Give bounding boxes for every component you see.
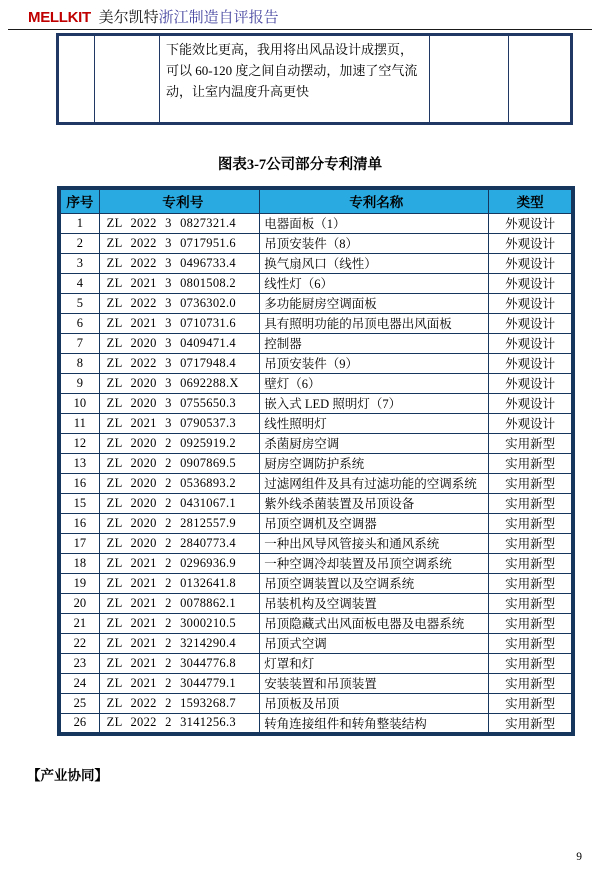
cell-patent-no: ZL 2020 2 0431067.1 [99,493,260,513]
cell-type: 外观设计 [489,313,573,333]
cell-seq: 10 [59,393,99,413]
cell-empty [430,35,509,124]
patent-table-header [59,188,573,213]
cell-seq: 7 [59,333,99,353]
section-heading: 【产业协同】 [27,768,108,783]
col-header-patent-no: 专利号 [99,188,260,213]
page-header [28,6,279,27]
cell-empty [509,35,572,124]
table-row [59,393,573,413]
cell-type: 外观设计 [489,213,573,233]
table-row [59,493,573,513]
table-row [59,433,573,453]
cell-name: 厨房空调防护系统 [260,453,489,473]
cell-type: 外观设计 [489,273,573,293]
table-row [59,273,573,293]
description-line: 可以 60-120 度之间自动摆动，加速了空气流 [166,63,418,78]
cell-patent-no: ZL 2022 3 0496733.4 [99,253,260,273]
cell-type: 外观设计 [489,353,573,373]
cell-patent-no: ZL 2022 3 0717948.4 [99,353,260,373]
cell-type: 外观设计 [489,293,573,313]
cell-patent-no: ZL 2020 2 0536893.2 [99,473,260,493]
cell-seq: 18 [59,553,99,573]
cell-name: 紫外线杀菌装置及吊顶设备 [260,493,489,513]
patent-table-container [57,186,575,736]
cell-seq: 21 [59,613,99,633]
patent-table [57,186,575,736]
cell-type: 实用新型 [489,633,573,653]
table-row [58,35,572,124]
cell-patent-no: ZL 2021 2 0296936.9 [99,553,260,573]
cell-patent-no: ZL 2020 2 2812557.9 [99,513,260,533]
header-rule [8,29,592,30]
table-row [59,533,573,553]
cell-seq: 15 [59,493,99,513]
cell-type: 实用新型 [489,713,573,734]
cell-seq: 16 [59,473,99,493]
cell-seq: 19 [59,573,99,593]
cell-seq: 23 [59,653,99,673]
cell-name: 吊顶安装件（9） [260,353,489,373]
cell-patent-no: ZL 2022 2 1593268.7 [99,693,260,713]
cell-seq: 1 [59,213,99,233]
table-row [59,413,573,433]
cell-patent-no: ZL 2021 3 0801508.2 [99,273,260,293]
cell-name: 吊装机构及空调装置 [260,593,489,613]
cell-seq: 6 [59,313,99,333]
cell-seq: 17 [59,533,99,553]
table-title: 图表3-7公司部分专利清单 [217,157,383,173]
cell-patent-no: ZL 2021 3 0790537.3 [99,413,260,433]
cell-patent-no: ZL 2020 3 0755650.3 [99,393,260,413]
cell-name: 吊顶空调装置以及空调系统 [260,573,489,593]
cell-empty [95,35,160,124]
cell-type: 外观设计 [489,393,573,413]
cell-type: 实用新型 [489,673,573,693]
cell-type: 实用新型 [489,473,573,493]
col-header-name: 专利名称 [260,188,489,213]
cell-patent-no: ZL 2022 3 0827321.4 [99,213,260,233]
cell-name: 控制器 [260,333,489,353]
cell-patent-no: ZL 2021 2 3214290.4 [99,633,260,653]
table-row [59,313,573,333]
cell-seq: 3 [59,253,99,273]
table-row [59,233,573,253]
cell-seq: 12 [59,433,99,453]
cell-seq: 22 [59,633,99,653]
cell-seq: 5 [59,293,99,313]
table-row [59,293,573,313]
col-header-type: 类型 [489,188,573,213]
cell-type: 实用新型 [489,433,573,453]
cell-seq: 8 [59,353,99,373]
cell-name: 安装装置和吊顶装置 [260,673,489,693]
cell-type: 实用新型 [489,533,573,553]
cell-type: 实用新型 [489,613,573,633]
cell-patent-no: ZL 2022 3 0736302.0 [99,293,260,313]
cell-name: 换气扇风口（线性） [260,253,489,273]
cell-seq: 13 [59,453,99,473]
cell-type: 外观设计 [489,333,573,353]
cell-patent-no: ZL 2021 2 0078862.1 [99,593,260,613]
cell-type: 实用新型 [489,513,573,533]
cell-type: 外观设计 [489,233,573,253]
cell-seq: 24 [59,673,99,693]
report-title: 浙江制造自评报告 [158,10,279,26]
cell-patent-no: ZL 2020 2 2840773.4 [99,533,260,553]
cell-name: 线性灯（6） [260,273,489,293]
cell-patent-no: ZL 2020 2 0907869.5 [99,453,260,473]
cell-name: 吊顶空调机及空调器 [260,513,489,533]
cell-seq: 4 [59,273,99,293]
header-row [59,188,573,213]
patent-table-body [59,213,573,734]
cell-patent-no: ZL 2021 2 3000210.5 [99,613,260,633]
cell-description [160,35,430,124]
page-number: 9 [576,851,582,863]
table-row [59,453,573,473]
col-header-seq: 序号 [59,188,99,213]
cell-seq: 11 [59,413,99,433]
cell-name: 吊顶隐藏式出风面板电器及电器系统 [260,613,489,633]
cell-seq: 2 [59,233,99,253]
cell-type: 实用新型 [489,593,573,613]
cell-patent-no: ZL 2022 2 3141256.3 [99,713,260,734]
table-row [59,693,573,713]
cell-patent-no: ZL 2021 2 3044779.1 [99,673,260,693]
cell-name: 吊顶安装件（8） [260,233,489,253]
cell-name: 吊顶式空调 [260,633,489,653]
cell-name: 一种出风导风管接头和通风系统 [260,533,489,553]
table-row [59,213,573,233]
table-row [59,573,573,593]
cell-type: 实用新型 [489,693,573,713]
table-row [59,673,573,693]
cell-name: 多功能厨房空调面板 [260,293,489,313]
cell-name: 吊顶板及吊顶 [260,693,489,713]
cell-patent-no: ZL 2020 3 0692288.X [99,373,260,393]
cell-type: 实用新型 [489,493,573,513]
cell-name: 电器面板（1） [260,213,489,233]
cell-seq: 25 [59,693,99,713]
table-row [59,333,573,353]
table-row [59,593,573,613]
continuation-table [56,33,573,125]
table-row [59,513,573,533]
table-row [59,353,573,373]
cell-name: 具有照明功能的吊顶电器出风面板 [260,313,489,333]
cell-type: 实用新型 [489,453,573,473]
cell-name: 线性照明灯 [260,413,489,433]
table-row [59,373,573,393]
table-row [59,713,573,734]
cell-patent-no: ZL 2020 2 0925919.2 [99,433,260,453]
table-row [59,613,573,633]
cell-patent-no: ZL 2021 3 0710731.6 [99,313,260,333]
cell-patent-no: ZL 2021 2 0132641.8 [99,573,260,593]
cell-patent-no: ZL 2022 3 0717951.6 [99,233,260,253]
cell-patent-no: ZL 2021 2 3044776.8 [99,653,260,673]
cell-type: 实用新型 [489,573,573,593]
cell-name: 嵌入式 LED 照明灯（7） [260,393,489,413]
table-row [59,253,573,273]
cell-name: 灯罩和灯 [260,653,489,673]
company-name: 美尔凯特 [98,10,159,26]
cell-patent-no: ZL 2020 3 0409471.4 [99,333,260,353]
cell-type: 外观设计 [489,373,573,393]
cell-empty [58,35,95,124]
description-line: 动，让室内温度升高更快 [166,84,310,99]
cell-seq: 20 [59,593,99,613]
cell-seq: 16 [59,513,99,533]
table-row [59,633,573,653]
table-row [59,553,573,573]
cell-seq: 9 [59,373,99,393]
description-line: 下能效比更高，我用将出风品设计成摆页， [166,42,414,57]
cell-seq: 26 [59,713,99,734]
table-row [59,653,573,673]
cell-name: 转角连接组件和转角整装结构 [260,713,489,734]
brand-logo: MELLKIT [28,9,91,26]
table-row [59,473,573,493]
cell-type: 实用新型 [489,653,573,673]
cell-name: 一种空调冷却装置及吊顶空调系统 [260,553,489,573]
cell-name: 过滤网组件及具有过滤功能的空调系统 [260,473,489,493]
cell-type: 实用新型 [489,553,573,573]
cell-type: 外观设计 [489,413,573,433]
cell-name: 壁灯（6） [260,373,489,393]
cell-name: 杀菌厨房空调 [260,433,489,453]
cell-type: 外观设计 [489,253,573,273]
